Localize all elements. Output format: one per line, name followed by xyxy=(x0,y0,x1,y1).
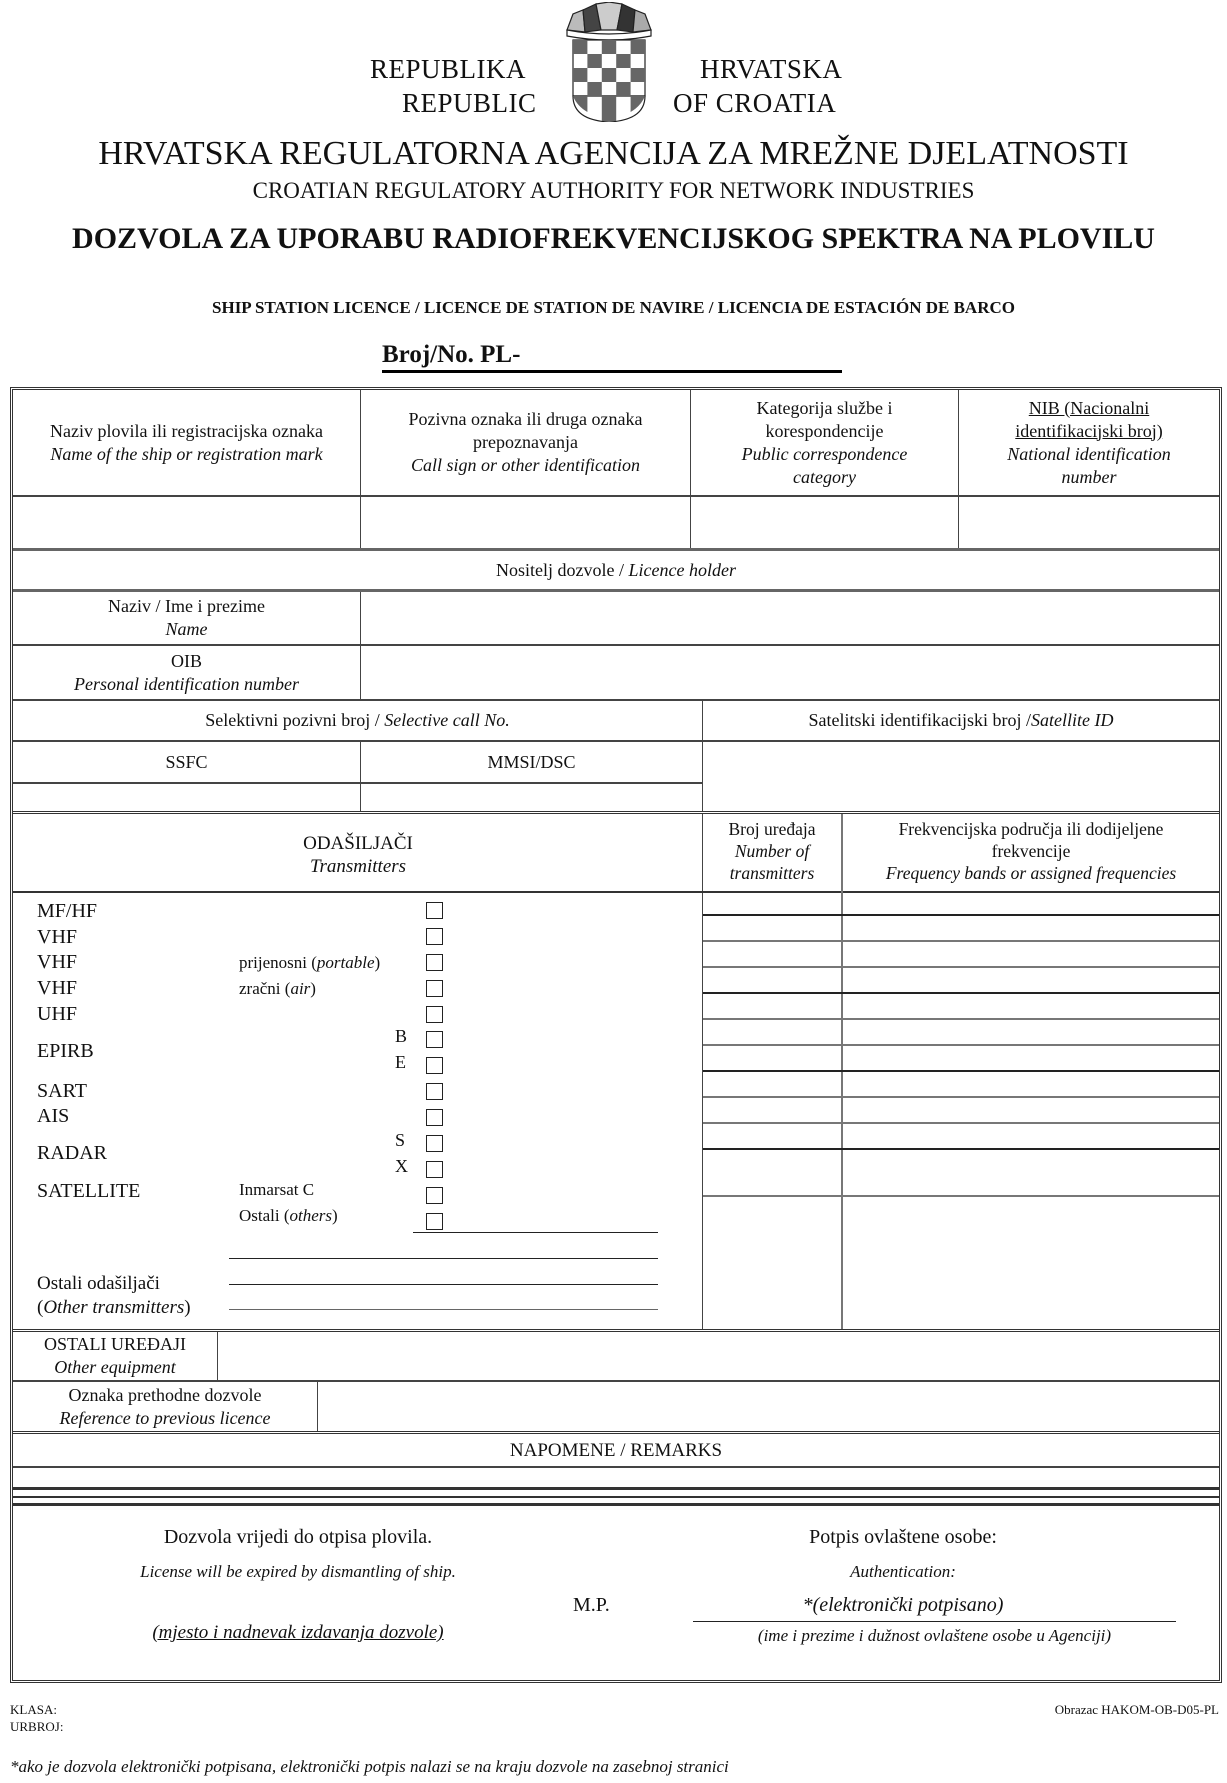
other-equipment-label xyxy=(13,1332,218,1380)
selective-call-labels xyxy=(13,742,702,784)
signature-label-hr: Potpis ovlaštene osobe: xyxy=(809,1526,997,1548)
place-date-field[interactable]: (mjesto i nadnevak izdavanja dozvole) xyxy=(152,1622,444,1643)
stamp-label: M.P. xyxy=(573,1594,610,1616)
form-code: Obrazac HAKOM-OB-D05-PL xyxy=(1054,1702,1219,1717)
other-tx-line-3[interactable] xyxy=(229,1309,658,1310)
satellite-others-line[interactable] xyxy=(413,1232,658,1233)
holder-oib-label-hr: OIB xyxy=(171,650,202,671)
nib-header xyxy=(959,390,1219,495)
tx-vhf: VHF xyxy=(37,926,78,948)
radar-s-label: S xyxy=(395,1130,406,1150)
ship-header-row xyxy=(13,390,1219,497)
paren: ) xyxy=(332,1206,338,1225)
epirb-b-label: B xyxy=(395,1026,408,1046)
nib-label-hr: NIB (Nacionalni identifikacijski broj) xyxy=(1015,397,1163,441)
freq-label-en: Frequency bands or assigned frequencies xyxy=(885,863,1177,883)
licence-holder-label-hr: Nositelj dozvole / xyxy=(496,559,629,580)
checkbox-uhf[interactable] xyxy=(426,1006,443,1023)
checkbox-epirb-b[interactable] xyxy=(426,1031,443,1048)
transmitter-count-field[interactable] xyxy=(703,1150,843,1197)
licence-holder-section xyxy=(13,551,1219,592)
holder-oib-field[interactable] xyxy=(361,646,1219,699)
validity-en: License will be expired by dismantling of ship. xyxy=(140,1562,456,1581)
category-header xyxy=(691,390,959,495)
freq-label-hr: Frekvencijska područja ili dodijeljene frekvencije xyxy=(898,819,1164,861)
remarks-label: NAPOMENE / REMARKS xyxy=(509,1439,723,1461)
nib-label-en: National identification number xyxy=(1007,443,1171,487)
satellite-id-block xyxy=(703,701,1219,811)
satellite-id-header xyxy=(703,701,1219,742)
holder-name-label xyxy=(13,592,361,644)
remarks-line-1[interactable] xyxy=(13,1490,1219,1498)
frequency-field[interactable] xyxy=(843,1020,1219,1046)
holder-oib-row xyxy=(13,646,1219,701)
licence-holder-title xyxy=(13,551,1219,589)
previous-licence-field[interactable] xyxy=(318,1382,1219,1431)
validity-hr: Dozvola vrijedi do otpisa plovila. xyxy=(163,1526,433,1548)
nib-field[interactable] xyxy=(959,497,1219,548)
tx-vhf-portable: VHF xyxy=(37,951,78,973)
licence-holder-label-en: Licence holder xyxy=(628,559,736,580)
tx-ais: AIS xyxy=(37,1105,70,1127)
agency-name-en: CROATIAN REGULATORY AUTHORITY FOR NETWORK INDUSTRIES xyxy=(252,178,975,203)
transmitter-count-field[interactable] xyxy=(703,893,843,916)
mmsi-field[interactable] xyxy=(361,784,702,811)
frequency-field[interactable] xyxy=(843,1150,1219,1197)
ssfc-label: SSFC xyxy=(13,742,361,782)
licence-holder-label xyxy=(496,559,736,582)
transmitters-label-en: Transmitters xyxy=(309,856,407,877)
licence-title-hr: DOZVOLA ZA UPORABU RADIOFREKVENCIJSKOG SPEKTRA NA PLOVILU xyxy=(72,222,1155,255)
frequency-field[interactable] xyxy=(843,1046,1219,1072)
call-sign-label-hr: Pozivna oznaka ili druga oznaka prepoznavanja xyxy=(408,409,643,452)
others-en: others xyxy=(289,1206,333,1225)
transmitter-count-field[interactable] xyxy=(703,1072,843,1098)
mmsi-label: MMSI/DSC xyxy=(487,751,576,772)
other-equipment-hr: OSTALI UREĐAJI xyxy=(43,1334,187,1354)
selective-call-label-hr: Selektivni pozivni broj / xyxy=(205,710,380,730)
previous-licence-hr: Oznaka prethodne dozvole xyxy=(68,1384,262,1405)
checkbox-sart[interactable] xyxy=(426,1083,443,1100)
republic-en-right: OF CROATIA xyxy=(673,88,837,118)
tx-radar: RADAR xyxy=(37,1142,108,1164)
remarks-header-row xyxy=(13,1434,1219,1468)
holder-oib-label-en: Personal identification number xyxy=(74,673,299,694)
frequency-field[interactable] xyxy=(843,968,1219,994)
ship-values-row xyxy=(13,497,1219,551)
air-hr: zračni ( xyxy=(239,979,291,998)
frequency-field[interactable] xyxy=(843,1098,1219,1124)
ship-name-label-hr: Naziv plovila ili registracijska oznaka xyxy=(50,420,323,441)
selective-call-label-en: Selective call No. xyxy=(384,710,510,730)
frequency-field[interactable] xyxy=(843,1197,1219,1329)
satellite-id-field[interactable] xyxy=(703,742,1219,811)
checkbox-vhf-air[interactable] xyxy=(426,980,443,997)
licence-number[interactable] xyxy=(382,340,842,373)
esignature-footnote: *ako je dozvola elektronički potpisana, elektronički potpis nalazi se na kraju dozvole na zasebnoj stranici xyxy=(10,1757,729,1776)
air-en: air xyxy=(290,979,311,998)
signature-line[interactable] xyxy=(693,1621,1176,1622)
transmitters-list xyxy=(13,814,703,1329)
other-transmitters-label: Ostali odašiljači (Other transmitters) xyxy=(37,1273,191,1318)
selective-call-header xyxy=(13,701,702,742)
tx-vhf-air: VHF xyxy=(37,977,78,999)
other-equipment-en: Other equipment xyxy=(54,1357,176,1377)
frequency-header xyxy=(843,814,1219,893)
other-equipment-row xyxy=(13,1332,1219,1382)
remarks-field[interactable] xyxy=(13,1468,1219,1490)
transmitter-count-field[interactable] xyxy=(703,1197,843,1329)
licence-title-en: SHIP STATION LICENCE / LICENCE DE STATION DE NAVIRE / LICENCIA DE ESTACIÓN DE BARCO xyxy=(212,298,1015,317)
republic-hr-left: REPUBLIKA xyxy=(370,54,527,84)
checkbox-mf-hf[interactable] xyxy=(426,902,443,919)
tx-inmarsat-label: Inmarsat C xyxy=(239,1180,315,1199)
tx-mf-hf: MF/HF xyxy=(37,900,98,922)
previous-licence-label xyxy=(13,1382,318,1431)
checkbox-ais[interactable] xyxy=(426,1109,443,1126)
count-label-en: Number of transmitters xyxy=(729,841,815,883)
transmitter-count-field[interactable] xyxy=(703,1020,843,1046)
ship-name-label-en: Name of the ship or registration mark xyxy=(50,443,323,464)
other-equipment-field[interactable] xyxy=(218,1332,1219,1380)
selective-call-values xyxy=(13,784,702,811)
tx-epirb: EPIRB xyxy=(37,1040,94,1062)
holder-name-field[interactable] xyxy=(361,592,1219,644)
checkbox-satellite-others[interactable] xyxy=(426,1213,443,1230)
croatian-coat-of-arms-icon xyxy=(563,2,655,122)
holder-name-label-en: Name xyxy=(165,619,208,639)
other-transmitters-en: Other transmitters xyxy=(43,1297,185,1318)
paren: ) xyxy=(310,979,316,998)
signature-section xyxy=(13,1506,1219,1680)
other-tx-line-2[interactable] xyxy=(229,1284,658,1285)
transmitters-header xyxy=(13,814,703,893)
other-tx-line-1[interactable] xyxy=(229,1258,658,1259)
tx-portable-label xyxy=(239,953,380,973)
official-name-label: (ime i prezime i dužnost ovlaštene osobe u Agenciji) xyxy=(757,1626,1112,1645)
tx-uhf: UHF xyxy=(37,1003,78,1025)
licence-form xyxy=(10,387,1222,1683)
holder-oib-label xyxy=(13,646,361,699)
call-sign-label-en: Call sign or other identification xyxy=(411,455,640,475)
transmitter-count-header xyxy=(703,814,841,893)
urbroj-label: URBROJ: xyxy=(10,1719,64,1734)
esigned-note: *(elektronički potpisano) xyxy=(802,1594,1004,1616)
holder-name-label-hr: Naziv / Ime i prezime xyxy=(108,596,265,616)
licence-number-label: Broj/No. PL- xyxy=(382,341,521,368)
ssfc-field[interactable] xyxy=(13,784,361,811)
call-sign-field[interactable] xyxy=(361,497,691,548)
transmitters-label-hr: ODAŠILJAČI xyxy=(303,833,413,854)
klasa-label: KLASA: xyxy=(10,1702,57,1717)
transmitter-count-field[interactable] xyxy=(703,994,843,1020)
portable-en: portable xyxy=(316,953,375,972)
holder-name-row xyxy=(13,592,1219,646)
frequency-field[interactable] xyxy=(843,893,1219,916)
tx-sart: SART xyxy=(37,1080,87,1102)
others-hr: Ostali ( xyxy=(239,1206,290,1225)
transmitter-count-field[interactable] xyxy=(703,1046,843,1072)
previous-licence-en: Reference to previous licence xyxy=(59,1407,271,1428)
paren: ) xyxy=(374,953,381,972)
frequency-field[interactable] xyxy=(843,942,1219,968)
checkbox-epirb-e[interactable] xyxy=(426,1057,443,1074)
transmitters-section xyxy=(13,814,1219,1332)
frequency-field[interactable] xyxy=(843,1072,1219,1098)
republic-en-left: REPUBLIC xyxy=(402,88,537,118)
tx-air-label xyxy=(239,979,316,999)
republic-hr-right: HRVATSKA xyxy=(700,54,843,84)
satellite-id-label-hr: Satelitski identifikacijski broj / xyxy=(808,710,1031,730)
transmitter-count-field[interactable] xyxy=(703,942,843,968)
call-ids-section xyxy=(13,701,1219,814)
frequency-field[interactable] xyxy=(843,994,1219,1020)
checkbox-vhf-portable[interactable] xyxy=(426,954,443,971)
remarks-line-2[interactable] xyxy=(13,1498,1219,1506)
transmitter-count-field[interactable] xyxy=(703,1124,843,1150)
category-label-en: Public correspondence category xyxy=(741,443,908,487)
previous-licence-row xyxy=(13,1382,1219,1434)
transmitter-count-field[interactable] xyxy=(703,968,843,994)
ship-name-header xyxy=(13,390,361,495)
checkbox-radar-x[interactable] xyxy=(426,1161,443,1178)
checkbox-inmarsat-c[interactable] xyxy=(426,1187,443,1204)
other-transmitters-hr: Ostali odašiljači xyxy=(37,1273,160,1294)
category-field[interactable] xyxy=(691,497,959,548)
agency-name-hr: HRVATSKA REGULATORNA AGENCIJA ZA MREŽNE DJELATNOSTI xyxy=(98,135,1129,172)
call-sign-header xyxy=(361,390,691,495)
transmitter-count-field[interactable] xyxy=(703,916,843,942)
satellite-id-label-en: Satellite ID xyxy=(1030,710,1114,730)
category-label-hr: Kategorija službe i korespondencije xyxy=(756,397,893,441)
tx-others-label xyxy=(239,1206,338,1226)
count-label-hr: Broj uređaja xyxy=(728,819,816,839)
radar-x-label: X xyxy=(395,1156,408,1176)
portable-hr: prijenosni ( xyxy=(239,953,317,972)
signature-label-en: Authentication: xyxy=(850,1562,956,1581)
checkbox-radar-s[interactable] xyxy=(426,1135,443,1152)
ship-name-field[interactable] xyxy=(13,497,361,548)
epirb-e-label: E xyxy=(395,1052,406,1072)
frequency-field[interactable] xyxy=(843,1124,1219,1150)
tx-satellite: SATELLITE xyxy=(37,1180,141,1202)
selective-call-block xyxy=(13,701,703,811)
checkbox-vhf[interactable] xyxy=(426,928,443,945)
frequency-field[interactable] xyxy=(843,916,1219,942)
transmitter-count-field[interactable] xyxy=(703,1098,843,1124)
